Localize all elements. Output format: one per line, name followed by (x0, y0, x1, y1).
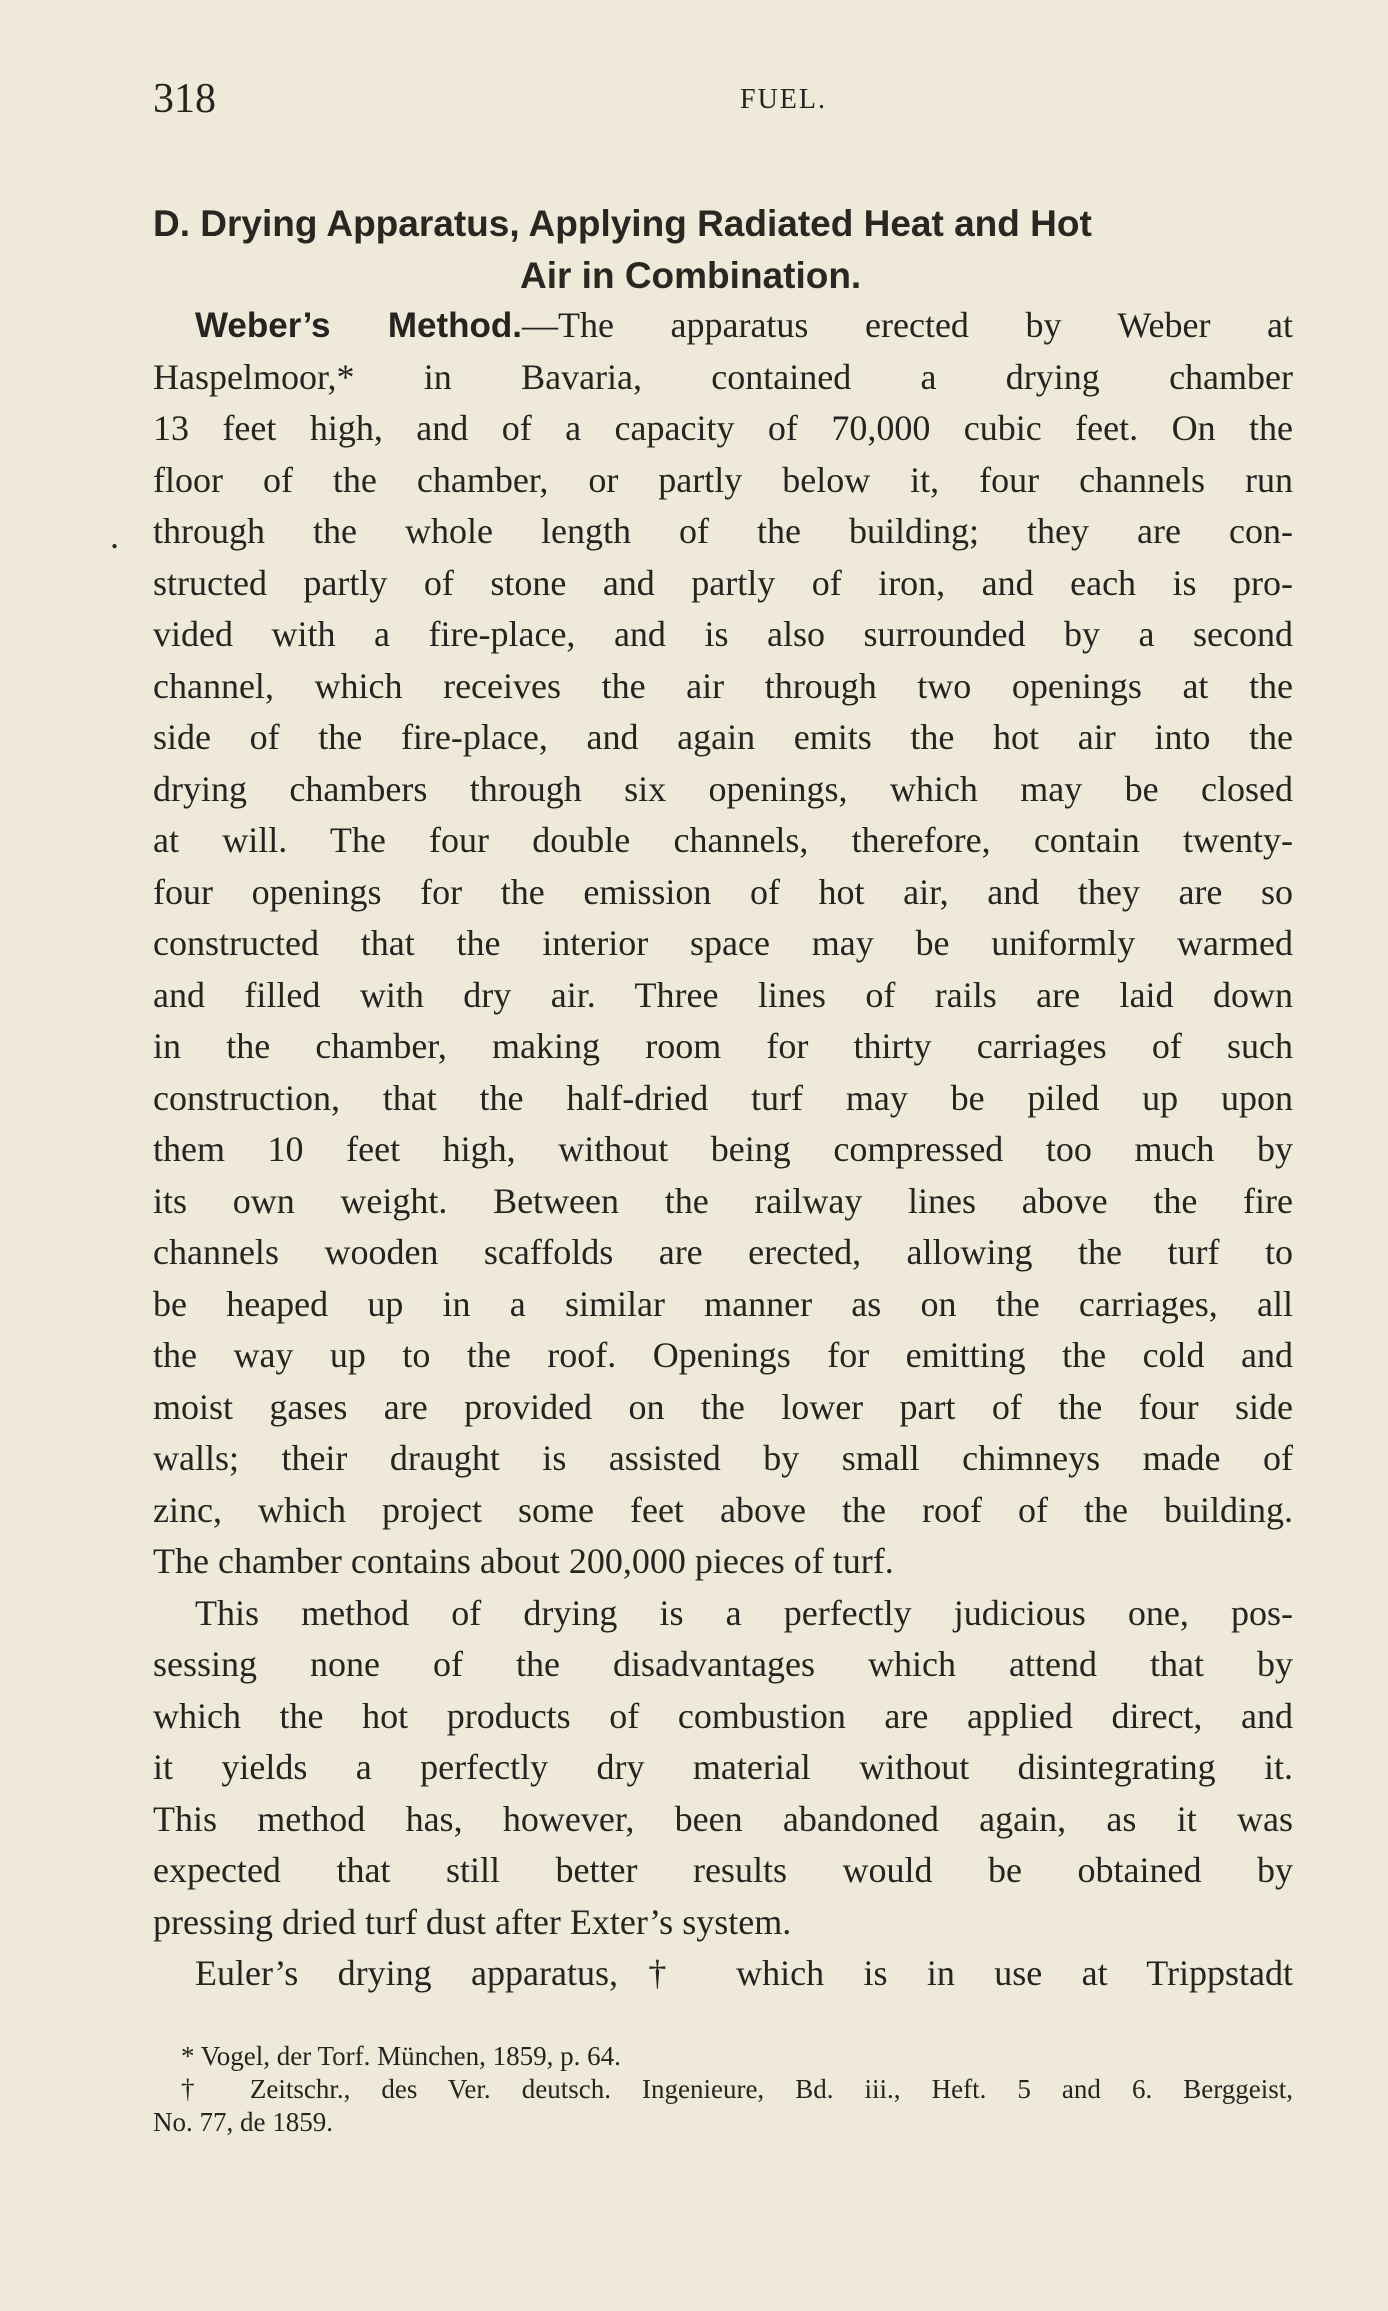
paragraph-line: channel, which receives the air through two openings at the (153, 665, 1293, 706)
running-head: FUEL. (740, 84, 827, 115)
paragraph-line: and filled with dry air. Three lines of rails are laid down (153, 974, 1293, 1015)
paragraph-line: expected that still better results would be obtained by (153, 1850, 1293, 1890)
paragraph-line: at will. The four double channels, therefore, contain twenty- (153, 820, 1293, 860)
footnote: * Vogel, der Torf. München, 1859, p. 64. (181, 2041, 621, 2071)
paragraph-line: Haspelmoor,* in Bavaria, contained a drying chamber (153, 356, 1293, 397)
paragraph-line: construction, that the half-dried turf may be piled up upon (153, 1077, 1293, 1118)
paragraph-line: The chamber contains about 200,000 pieces of turf. (153, 1541, 894, 1581)
paragraph-line: vided with a fire-place, and is also surrounded by a second (153, 614, 1293, 654)
run-in-heading: Weber’s Method. (195, 306, 522, 345)
footnotes (153, 2040, 1293, 2139)
paragraph-line: them 10 feet high, without being compressed too much by (153, 1129, 1293, 1169)
margin-mark: . (110, 516, 119, 556)
paragraph-line: Euler’s drying apparatus,† which is in use at Trippstadt (195, 1953, 1293, 1993)
body-text (153, 300, 1293, 2000)
paragraph-line: drying chambers through six openings, which may be closed (153, 768, 1293, 809)
paragraph-line: channels wooden scaffolds are erected, allowing the turf to (153, 1232, 1293, 1272)
paragraph-line: floor of the chamber, or partly below it, four channels run (153, 459, 1293, 500)
footnote: † Zeitschr., des Ver. deutsch. Ingenieure, Bd. iii., Heft. 5 and 6. Berggeist, (181, 2074, 1293, 2104)
paragraph-line: structed partly of stone and partly of iron, and each is pro- (153, 562, 1293, 603)
paragraph-line: four openings for the emission of hot air, and they are so (153, 871, 1293, 912)
paragraph-line: zinc, which project some feet above the roof of the building. (153, 1489, 1293, 1530)
paragraph-line: walls; their draught is assisted by small chimneys made of (153, 1438, 1293, 1478)
paragraph-line: it yields a perfectly dry material without disintegrating it. (153, 1747, 1293, 1787)
section-heading-line-1: D. Drying Apparatus, Applying Radiated Heat and Hot (153, 203, 1092, 244)
paragraph-line: the way up to the roof. Openings for emitting the cold and (153, 1335, 1293, 1375)
paragraph-line: side of the fire-place, and again emits the hot air into the (153, 717, 1293, 757)
paragraph-line: be heaped up in a similar manner as on the carriages, all (153, 1283, 1293, 1324)
paragraph-line: This method has, however, been abandoned again, as it was (153, 1798, 1293, 1839)
paragraph-line: This method of drying is a perfectly judicious one, pos- (195, 1592, 1293, 1633)
footnote-continuation: No. 77, de 1859. (153, 2107, 333, 2137)
section-heading-line-2: Air in Combination. (520, 255, 862, 296)
paragraph-line: its own weight. Between the railway lines above the fire (153, 1180, 1293, 1221)
paragraph-line: pressing dried turf dust after Exter’s system. (153, 1901, 792, 1942)
paragraph-line: sessing none of the disadvantages which attend that by (153, 1644, 1293, 1684)
paragraph-line: 13 feet high, and of a capacity of 70,000 cubic feet. On the (153, 408, 1293, 448)
paragraph-line: moist gases are provided on the lower part of the four side (153, 1386, 1293, 1427)
paragraph-line: Weber’s Method.—The apparatus erected by Weber at (195, 305, 1293, 345)
paragraph-line: which the hot products of combustion are applied direct, and (153, 1695, 1293, 1736)
paragraph-line: through the whole length of the building; they are con- (153, 511, 1293, 551)
paragraph-line: in the chamber, making room for thirty carriages of such (153, 1026, 1293, 1066)
paragraph-line: constructed that the interior space may be uniformly warmed (153, 923, 1293, 963)
page-number: 318 (153, 76, 216, 122)
